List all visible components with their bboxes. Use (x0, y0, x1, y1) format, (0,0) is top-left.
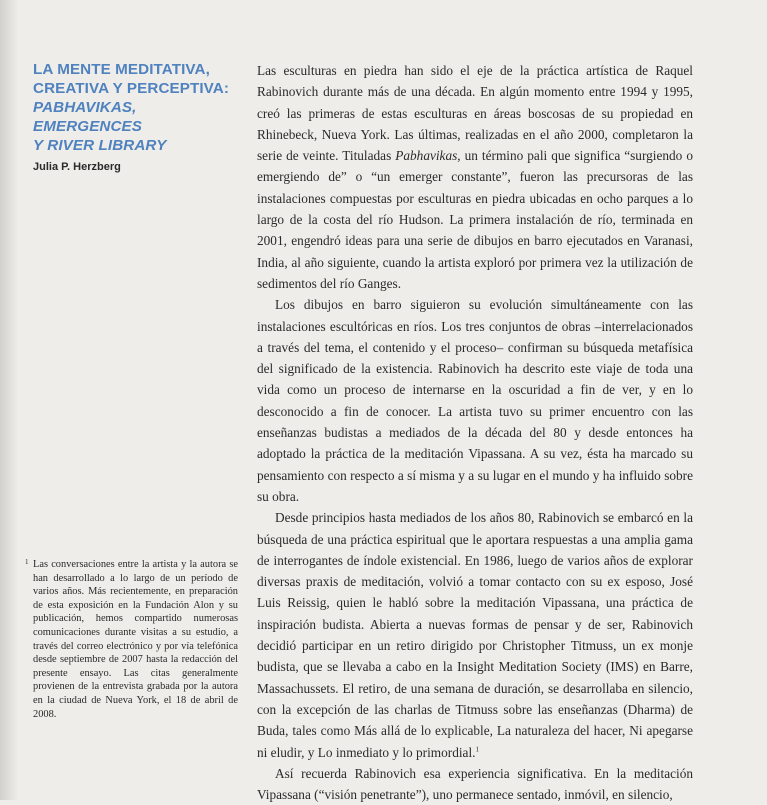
paragraph-text: Desde principios hasta mediados de los años 80, Rabinovich se embarcó en la búsqueda de una práctica espiritual que le aportara respuestas a una amplia gama de interrogantes de índole existencial. En 1986, luego de varios años de explorar diversas praxis de meditación, volvió a tomar contacto con su ex esposo, José Luis Reissig, quien le habló sobre la meditación Vipassana, una práctica de inspiración budista. Abierta a nuevas formas de pensar y de ser, Rabinovich decidió participar en un retiro dirigido por Christopher Titmuss, un ex monje budista, que se llevaba a cabo en la Insight Meditation Society (IMS) en Barre, Massachussets. El retiro, de una semana de duración, se desarrollaba en silencio, con la excepción de las charlas de Titmuss sobre las enseñanzas (Dharma) de Buda, tales como Más allá de lo explicable, La naturaleza del hacer, Ni apegarse ni eludir, y Lo inmediato y lo primordial. (257, 510, 693, 760)
page-gutter-shadow (0, 0, 18, 800)
title-line-italic: EMERGENCES (33, 118, 143, 135)
author-name: Julia P. Herzberg (33, 161, 121, 173)
title-line-italic: PABHAVIKAS, (33, 99, 137, 116)
title-line: CREATIVA Y PERCEPTIVA: (33, 80, 230, 97)
body-paragraph-2: Los dibujos en barro siguieron su evolución simultáneamente con las instalaciones escultóricas en ríos. Los tres conjuntos de obras –interrelacionados a través del tema, el contenido y el proceso– confirman su búsqueda metafísica del significado de la existencia. Rabinovich ha descrito este viaje de toda una vida como un proceso de internarse en la oscuridad a fin de ver, y en lo desconocido a fin de conocer. La artista tuvo su primer encuentro con las enseñanzas budistas a mediados de la década del 80 y desde entonces ha adoptado la práctica de la meditación Vipassana. A su vez, ésta ha marcado su pensamiento con respecto a sí misma y a su lugar en el mundo y ha influido sobre su obra. (257, 297, 693, 504)
paragraph-text: Las esculturas en piedra han sido el eje de la práctica artística de Raquel Rabinovich durante más de una década. En algún momento entre 1994 y 1995, creó las primeras de estas esculturas en áreas boscosas de su propiedad en Rhinebeck, Nueva York. Las últimas, realizadas en el año 2000, completaron la serie de veinte. Tituladas (257, 63, 693, 164)
article-title (33, 60, 243, 155)
italic-term: Pabhavikas (395, 148, 458, 164)
footnote-reference[interactable]: 1 (475, 745, 479, 754)
body-paragraph-1 (257, 60, 693, 294)
footnote-marker: 1 (25, 558, 29, 566)
article-body (257, 60, 693, 805)
paragraph-text: , un término pali que significa “surgiendo o emergiendo de” o “un emerger constante”, fueron las precursoras de las instalaciones compuestas por esculturas en piedra ubicadas en ocho parques a lo largo de la costa del río Hudson. La primera instalación de río, terminada en 2001, engendró ideas para una serie de dibujos en barro ejecutados en Varanasi, India, al año siguiente, cuando la artista exploró por primera vez la utilización de sedimentos del río Ganges. (257, 148, 693, 291)
body-paragraph-4: Así recuerda Rabinovich esa experiencia significativa. En la meditación Vipassana (“visión penetrante”), uno permanece sentado, inmóvil, en silencio, (257, 765, 693, 803)
title-line-italic: Y RIVER LIBRARY (33, 137, 167, 154)
title-line: LA MENTE MEDITATIVA, (33, 61, 210, 78)
footnote (25, 558, 238, 721)
footnote-text: Las conversaciones entre la artista y la autora se han desarrollado a lo largo de un período de varios años. Más recientemente, en preparación de esta exposición en la Fundación Alon y su publicación, hemos compartido numerosas comunicaciones durante visitas a su estudio, a través del correo electrónico y por vía telefónica desde septiembre de 2007 hasta la redacción del presente ensayo. Las citas generalmente provienen de la entrevista grabada por la autora en la ciudad de Nueva York, el 18 de abril de 2008. (33, 559, 238, 720)
body-paragraph-3 (257, 507, 693, 763)
